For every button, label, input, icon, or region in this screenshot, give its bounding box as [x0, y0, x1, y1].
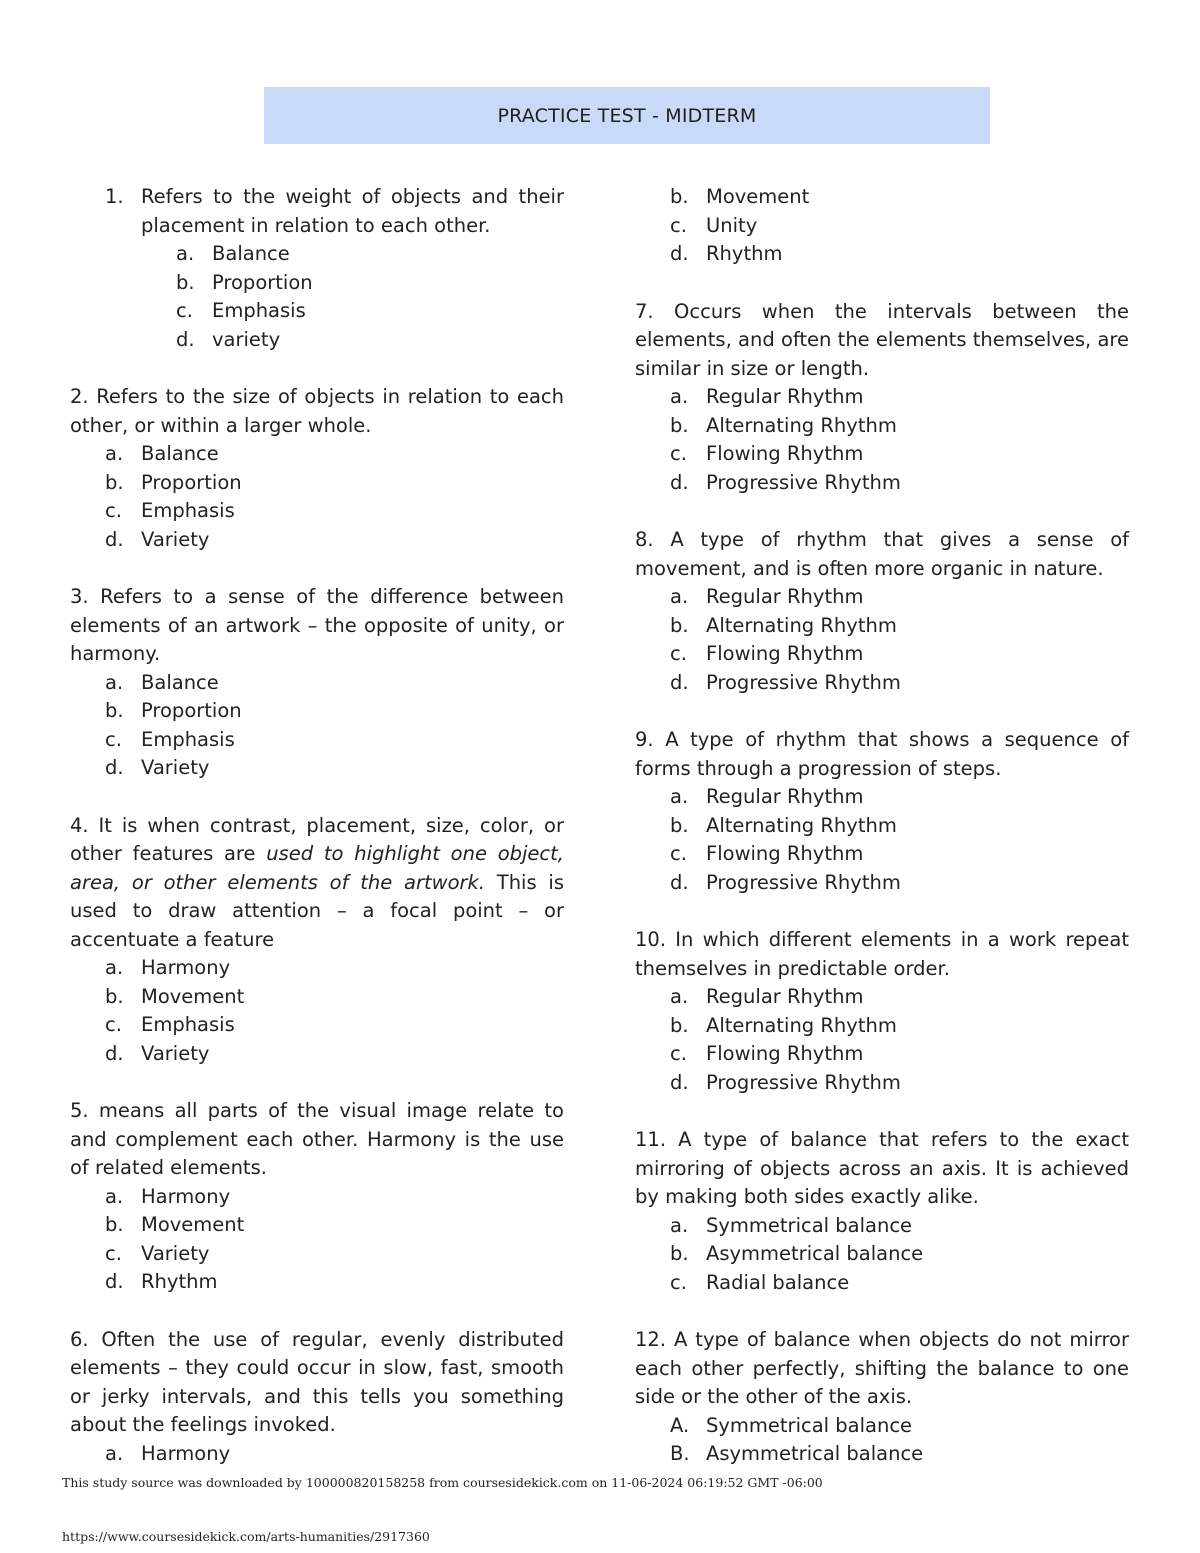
answer-option	[70, 697, 564, 726]
answer-option	[70, 240, 564, 269]
answer-option	[635, 783, 1129, 812]
answer-option	[70, 726, 564, 755]
question-11: 11. A type of balance that refers to the exact mirroring of objects across an axis. It is achieved by making both sides exactly alike.	[635, 1128, 1129, 1208]
option-letter: A.	[670, 1413, 690, 1437]
answer-option	[70, 497, 564, 526]
answer-option	[70, 1211, 564, 1240]
option-text: Symmetrical balance	[706, 1413, 913, 1437]
question-1	[70, 183, 564, 240]
option-text: Alternating Rhythm	[706, 613, 897, 637]
option-text: Variety	[141, 1041, 210, 1065]
option-letter: a.	[105, 442, 124, 465]
options-list	[635, 983, 1129, 1097]
option-letter: b.	[670, 813, 689, 837]
download-source-note: This study source was downloaded by 100000820158258 from coursesidekick.com on 11-06-2024 06:19:52 GMT -06:00	[62, 1475, 823, 1490]
option-text: Emphasis	[141, 727, 235, 751]
option-letter: d.	[105, 1270, 124, 1293]
option-letter: c.	[670, 213, 687, 237]
option-letter: a.	[670, 385, 689, 408]
options-list	[635, 1212, 1129, 1298]
answer-option	[635, 1012, 1129, 1041]
option-text: Balance	[141, 670, 219, 694]
answer-option	[635, 840, 1129, 869]
option-text: Harmony	[141, 956, 231, 979]
options-list	[635, 183, 1129, 269]
options-list	[70, 1183, 564, 1297]
question-9: 9. A type of rhythm that shows a sequence of forms through a progression of steps.	[635, 728, 1129, 780]
question-10: 10. In which different elements in a work repeat themselves in predictable order.	[635, 928, 1129, 980]
option-text: Radial balance	[706, 1270, 850, 1294]
option-text: Flowing Rhythm	[706, 642, 864, 665]
answer-option	[635, 812, 1129, 841]
option-text: Rhythm	[141, 1270, 218, 1293]
options-list	[70, 954, 564, 1068]
answer-option	[635, 1040, 1129, 1069]
options-list	[635, 1412, 1129, 1469]
answer-option	[70, 669, 564, 698]
option-letter: a.	[670, 985, 689, 1008]
answer-option	[635, 1240, 1129, 1269]
option-letter: c.	[105, 499, 122, 522]
option-text: Regular Rhythm	[706, 985, 864, 1008]
option-letter: c.	[670, 1042, 687, 1065]
option-letter: c.	[670, 1270, 687, 1294]
answer-option	[635, 583, 1129, 612]
option-letter: b.	[670, 413, 689, 437]
option-letter: b.	[176, 270, 195, 294]
answer-option	[635, 1069, 1129, 1098]
option-text: Variety	[141, 756, 210, 779]
answer-option	[635, 469, 1129, 498]
option-text: Progressive Rhythm	[706, 1070, 901, 1094]
answer-option	[70, 954, 564, 983]
answer-option	[70, 1011, 564, 1040]
answer-option	[635, 1440, 1129, 1469]
option-letter: b.	[670, 1013, 689, 1037]
option-text: variety	[212, 327, 281, 351]
options-list	[70, 240, 564, 354]
options-list	[635, 383, 1129, 497]
option-text: Progressive Rhythm	[706, 470, 901, 494]
option-text: Proportion	[141, 699, 242, 722]
answer-option	[70, 469, 564, 498]
option-letter: b.	[105, 984, 124, 1008]
answer-option	[635, 183, 1129, 212]
option-letter: b.	[670, 613, 689, 637]
answer-option	[635, 1212, 1129, 1241]
option-text: Asymmetrical balance	[706, 1242, 924, 1265]
answer-option	[70, 1183, 564, 1212]
option-letter: a.	[670, 585, 689, 608]
option-letter: d.	[670, 1070, 689, 1094]
option-letter: a.	[105, 1184, 124, 1208]
options-list	[635, 583, 1129, 697]
option-letter: d.	[670, 470, 689, 494]
option-text: Harmony	[141, 1441, 231, 1465]
option-letter: c.	[105, 1013, 122, 1036]
option-letter: d.	[176, 327, 195, 351]
option-letter: B.	[670, 1442, 690, 1465]
option-text: Flowing Rhythm	[706, 1042, 864, 1065]
option-text: Symmetrical balance	[706, 1213, 913, 1237]
option-letter: c.	[105, 727, 122, 751]
option-text: Progressive Rhythm	[706, 670, 901, 694]
answer-option	[70, 1268, 564, 1297]
option-text: Alternating Rhythm	[706, 813, 897, 837]
option-letter: d.	[105, 756, 124, 779]
question-4	[70, 812, 564, 955]
option-text: Proportion	[141, 470, 242, 494]
option-letter: c.	[105, 1241, 122, 1265]
answer-option	[70, 1240, 564, 1269]
answer-option	[635, 440, 1129, 469]
answer-option	[635, 869, 1129, 898]
question-text: Refers to the weight of objects and their placement in relation to each other.	[141, 185, 564, 237]
option-text: Proportion	[212, 270, 313, 294]
question-5: 5. means all parts of the visual image relate to and complement each other. Harmony is the use of related elements.	[70, 1099, 564, 1179]
option-text: Flowing Rhythm	[706, 842, 864, 865]
answer-option	[635, 612, 1129, 641]
option-letter: d.	[105, 527, 124, 551]
option-text: Flowing Rhythm	[706, 442, 864, 465]
question-text-part: This is used to draw attention – a focal point – or accentuate a feature	[70, 870, 564, 951]
option-letter: d.	[670, 670, 689, 694]
option-text: Regular Rhythm	[706, 785, 864, 808]
page-title: PRACTICE TEST - MIDTERM	[497, 104, 757, 127]
answer-option	[635, 669, 1129, 698]
option-text: Harmony	[141, 1184, 231, 1208]
option-letter: a.	[105, 1441, 124, 1465]
options-list	[70, 669, 564, 783]
answer-option	[70, 1440, 564, 1469]
right-column	[635, 183, 1129, 1469]
question-text-part: 4. It is when contrast, placement, size, color, or other features are	[70, 813, 564, 865]
option-text: Regular Rhythm	[706, 385, 864, 408]
question-number: 1.	[105, 185, 124, 208]
answer-option	[635, 383, 1129, 412]
question-2: 2. Refers to the size of objects in relation to each other, or within a larger whole.	[70, 385, 564, 437]
option-letter: d.	[670, 870, 689, 894]
answer-option	[635, 412, 1129, 441]
option-letter: c.	[670, 642, 687, 665]
option-text: Alternating Rhythm	[706, 413, 897, 437]
question-3: 3. Refers to a sense of the difference between elements of an artwork – the opposite of unity, or harmony.	[70, 585, 564, 665]
options-list	[635, 783, 1129, 897]
option-text: Regular Rhythm	[706, 585, 864, 608]
option-letter: c.	[176, 299, 193, 322]
answer-option	[635, 1412, 1129, 1441]
option-text: Emphasis	[141, 499, 235, 522]
option-letter: a.	[176, 242, 195, 265]
option-letter: b.	[105, 470, 124, 494]
option-text: Balance	[141, 442, 219, 465]
option-text: Variety	[141, 527, 210, 551]
option-letter: b.	[105, 1213, 124, 1236]
option-text: Alternating Rhythm	[706, 1013, 897, 1037]
source-url-link[interactable]: https://www.coursesidekick.com/arts-humanities/2917360	[62, 1529, 430, 1544]
options-list	[70, 440, 564, 554]
left-column	[70, 183, 564, 1468]
option-letter: a.	[105, 956, 124, 979]
option-letter: a.	[105, 670, 124, 694]
answer-option	[70, 754, 564, 783]
option-text: Emphasis	[212, 299, 306, 322]
question-7: 7. Occurs when the intervals between the elements, and often the elements themselves, are similar in size or length.	[635, 299, 1129, 380]
option-letter: d.	[105, 1041, 124, 1065]
option-letter: a.	[670, 785, 689, 808]
option-text: Emphasis	[141, 1013, 235, 1036]
option-letter: a.	[670, 1213, 689, 1237]
option-text: Movement	[141, 984, 245, 1008]
option-text: Progressive Rhythm	[706, 870, 901, 894]
option-text: Movement	[141, 1213, 245, 1236]
option-letter: d.	[670, 242, 689, 265]
question-text-emphasis: used to highlight one object, area, or other elements of the artwork.	[70, 842, 564, 894]
option-letter: b.	[105, 699, 124, 722]
option-letter: b.	[670, 185, 689, 208]
answer-option	[70, 526, 564, 555]
answer-option	[70, 326, 564, 355]
answer-option	[70, 440, 564, 469]
option-letter: b.	[670, 1242, 689, 1265]
option-text: Variety	[141, 1241, 210, 1265]
answer-option	[70, 297, 564, 326]
answer-option	[635, 212, 1129, 241]
option-letter: c.	[670, 442, 687, 465]
option-text: Balance	[212, 242, 290, 265]
option-text: Unity	[706, 213, 758, 237]
answer-option	[70, 269, 564, 298]
answer-option	[635, 1269, 1129, 1298]
answer-option	[635, 240, 1129, 269]
title-banner	[264, 87, 990, 144]
question-12: 12. A type of balance when objects do not mirror each other perfectly, shifting the balance to one side or the other of the axis.	[635, 1328, 1129, 1408]
answer-option	[70, 983, 564, 1012]
option-text: Asymmetrical balance	[706, 1442, 924, 1465]
option-text: Rhythm	[706, 242, 783, 265]
option-letter: c.	[670, 842, 687, 865]
answer-option	[635, 640, 1129, 669]
answer-option	[635, 983, 1129, 1012]
question-8: 8. A type of rhythm that gives a sense of movement, and is often more organic in nature.	[635, 528, 1129, 580]
option-text: Movement	[706, 185, 810, 208]
answer-option	[70, 1040, 564, 1069]
question-6: 6. Often the use of regular, evenly distributed elements – they could occur in slow, fast, smooth or jerky intervals, and this tells you something about the feelings invoked.	[70, 1327, 564, 1436]
options-list	[70, 1440, 564, 1469]
